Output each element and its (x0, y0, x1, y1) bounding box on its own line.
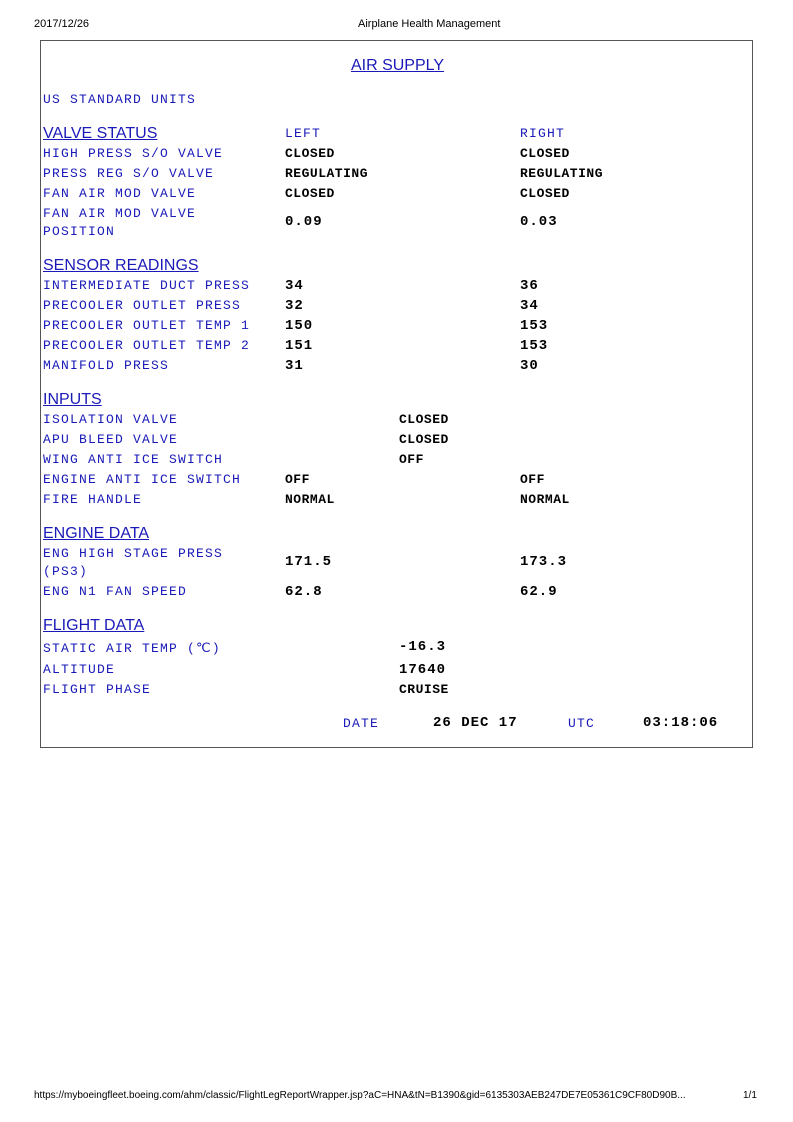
print-date: 2017/12/26 (34, 18, 90, 30)
row-label-line1: FAN AIR MOD VALVE (43, 206, 197, 221)
row-label: FLIGHT PHASE (43, 682, 152, 697)
col-left-header: LEFT (285, 126, 322, 141)
row-label: PRECOOLER OUTLET TEMP 1 (43, 318, 251, 333)
sensor-readings-heading: SENSOR READINGS (43, 257, 199, 274)
col-right-header: RIGHT (520, 126, 566, 141)
row-label: HIGH PRESS S/O VALVE (43, 146, 224, 161)
inputs-heading: INPUTS (43, 391, 102, 408)
row-label: STATIC AIR TEMP (℃) (43, 641, 221, 656)
row-label: APU BLEED VALVE (43, 432, 179, 447)
center-value: CRUISE (399, 682, 449, 697)
air-supply-report (40, 40, 753, 748)
row-label: ENG N1 FAN SPEED (43, 584, 188, 599)
row-label: FAN AIR MOD VALVE (43, 186, 197, 201)
row-label-line2: (PS3) (43, 564, 89, 579)
left-value: 31 (285, 358, 304, 374)
row-label: FIRE HANDLE (43, 492, 143, 507)
center-value: CLOSED (399, 412, 449, 427)
left-value: CLOSED (285, 186, 335, 201)
left-value: 171.5 (285, 554, 333, 570)
row-label: ISOLATION VALVE (43, 412, 179, 427)
right-value: 62.9 (520, 584, 558, 600)
flight-data-heading: FLIGHT DATA (43, 617, 145, 634)
left-value: REGULATING (285, 166, 369, 181)
valve-status-heading: VALVE STATUS (43, 125, 158, 142)
left-value: 34 (285, 278, 304, 294)
left-value: 32 (285, 298, 304, 314)
row-label: WING ANTI ICE SWITCH (43, 452, 224, 467)
row-label: PRESS REG S/O VALVE (43, 166, 215, 181)
engine-data-heading: ENGINE DATA (43, 525, 150, 542)
right-value: 30 (520, 358, 539, 374)
left-value: 151 (285, 338, 314, 354)
row-label: INTERMEDIATE DUCT PRESS (43, 278, 251, 293)
report-title: AIR SUPPLY (350, 57, 445, 74)
right-value: OFF (520, 472, 545, 487)
utc-value: 03:18:06 (643, 715, 719, 731)
left-value: 62.8 (285, 584, 323, 600)
page-number: 1/1 (743, 1090, 757, 1101)
row-label-line2: POSITION (43, 224, 116, 239)
left-value: CLOSED (285, 146, 335, 161)
right-value: 34 (520, 298, 539, 314)
left-value: NORMAL (285, 492, 335, 507)
left-value: 0.09 (285, 214, 323, 230)
row-label: PRECOOLER OUTLET PRESS (43, 298, 242, 313)
right-value: 173.3 (520, 554, 568, 570)
utc-label: UTC (568, 716, 596, 731)
right-value: 36 (520, 278, 539, 294)
row-label: ENGINE ANTI ICE SWITCH (43, 472, 242, 487)
right-value: 0.03 (520, 214, 558, 230)
right-value: 153 (520, 338, 549, 354)
right-value: REGULATING (520, 166, 604, 181)
row-label: PRECOOLER OUTLET TEMP 2 (43, 338, 251, 353)
page-url: https://myboeingfleet.boeing.com/ahm/classic/FlightLegReportWrapper.jsp?aC=HNA&tN=B1390&gid=6135303AEB247DE7E05361C9CF80D90B... (34, 1090, 686, 1101)
row-label: ALTITUDE (43, 662, 116, 677)
date-value: 26 DEC 17 (433, 715, 518, 731)
units-label: US STANDARD UNITS (43, 92, 197, 107)
right-value: 153 (520, 318, 549, 334)
center-value: 17640 (399, 662, 447, 678)
right-value: NORMAL (520, 492, 570, 507)
left-value: OFF (285, 472, 310, 487)
print-title: Airplane Health Management (358, 18, 501, 30)
row-label-line1: ENG HIGH STAGE PRESS (43, 546, 224, 561)
left-value: 150 (285, 318, 314, 334)
right-value: CLOSED (520, 146, 570, 161)
center-value: CLOSED (399, 432, 449, 447)
right-value: CLOSED (520, 186, 570, 201)
row-label: MANIFOLD PRESS (43, 358, 170, 373)
center-value: -16.3 (399, 639, 447, 655)
center-value: OFF (399, 452, 424, 467)
date-label: DATE (343, 716, 380, 731)
